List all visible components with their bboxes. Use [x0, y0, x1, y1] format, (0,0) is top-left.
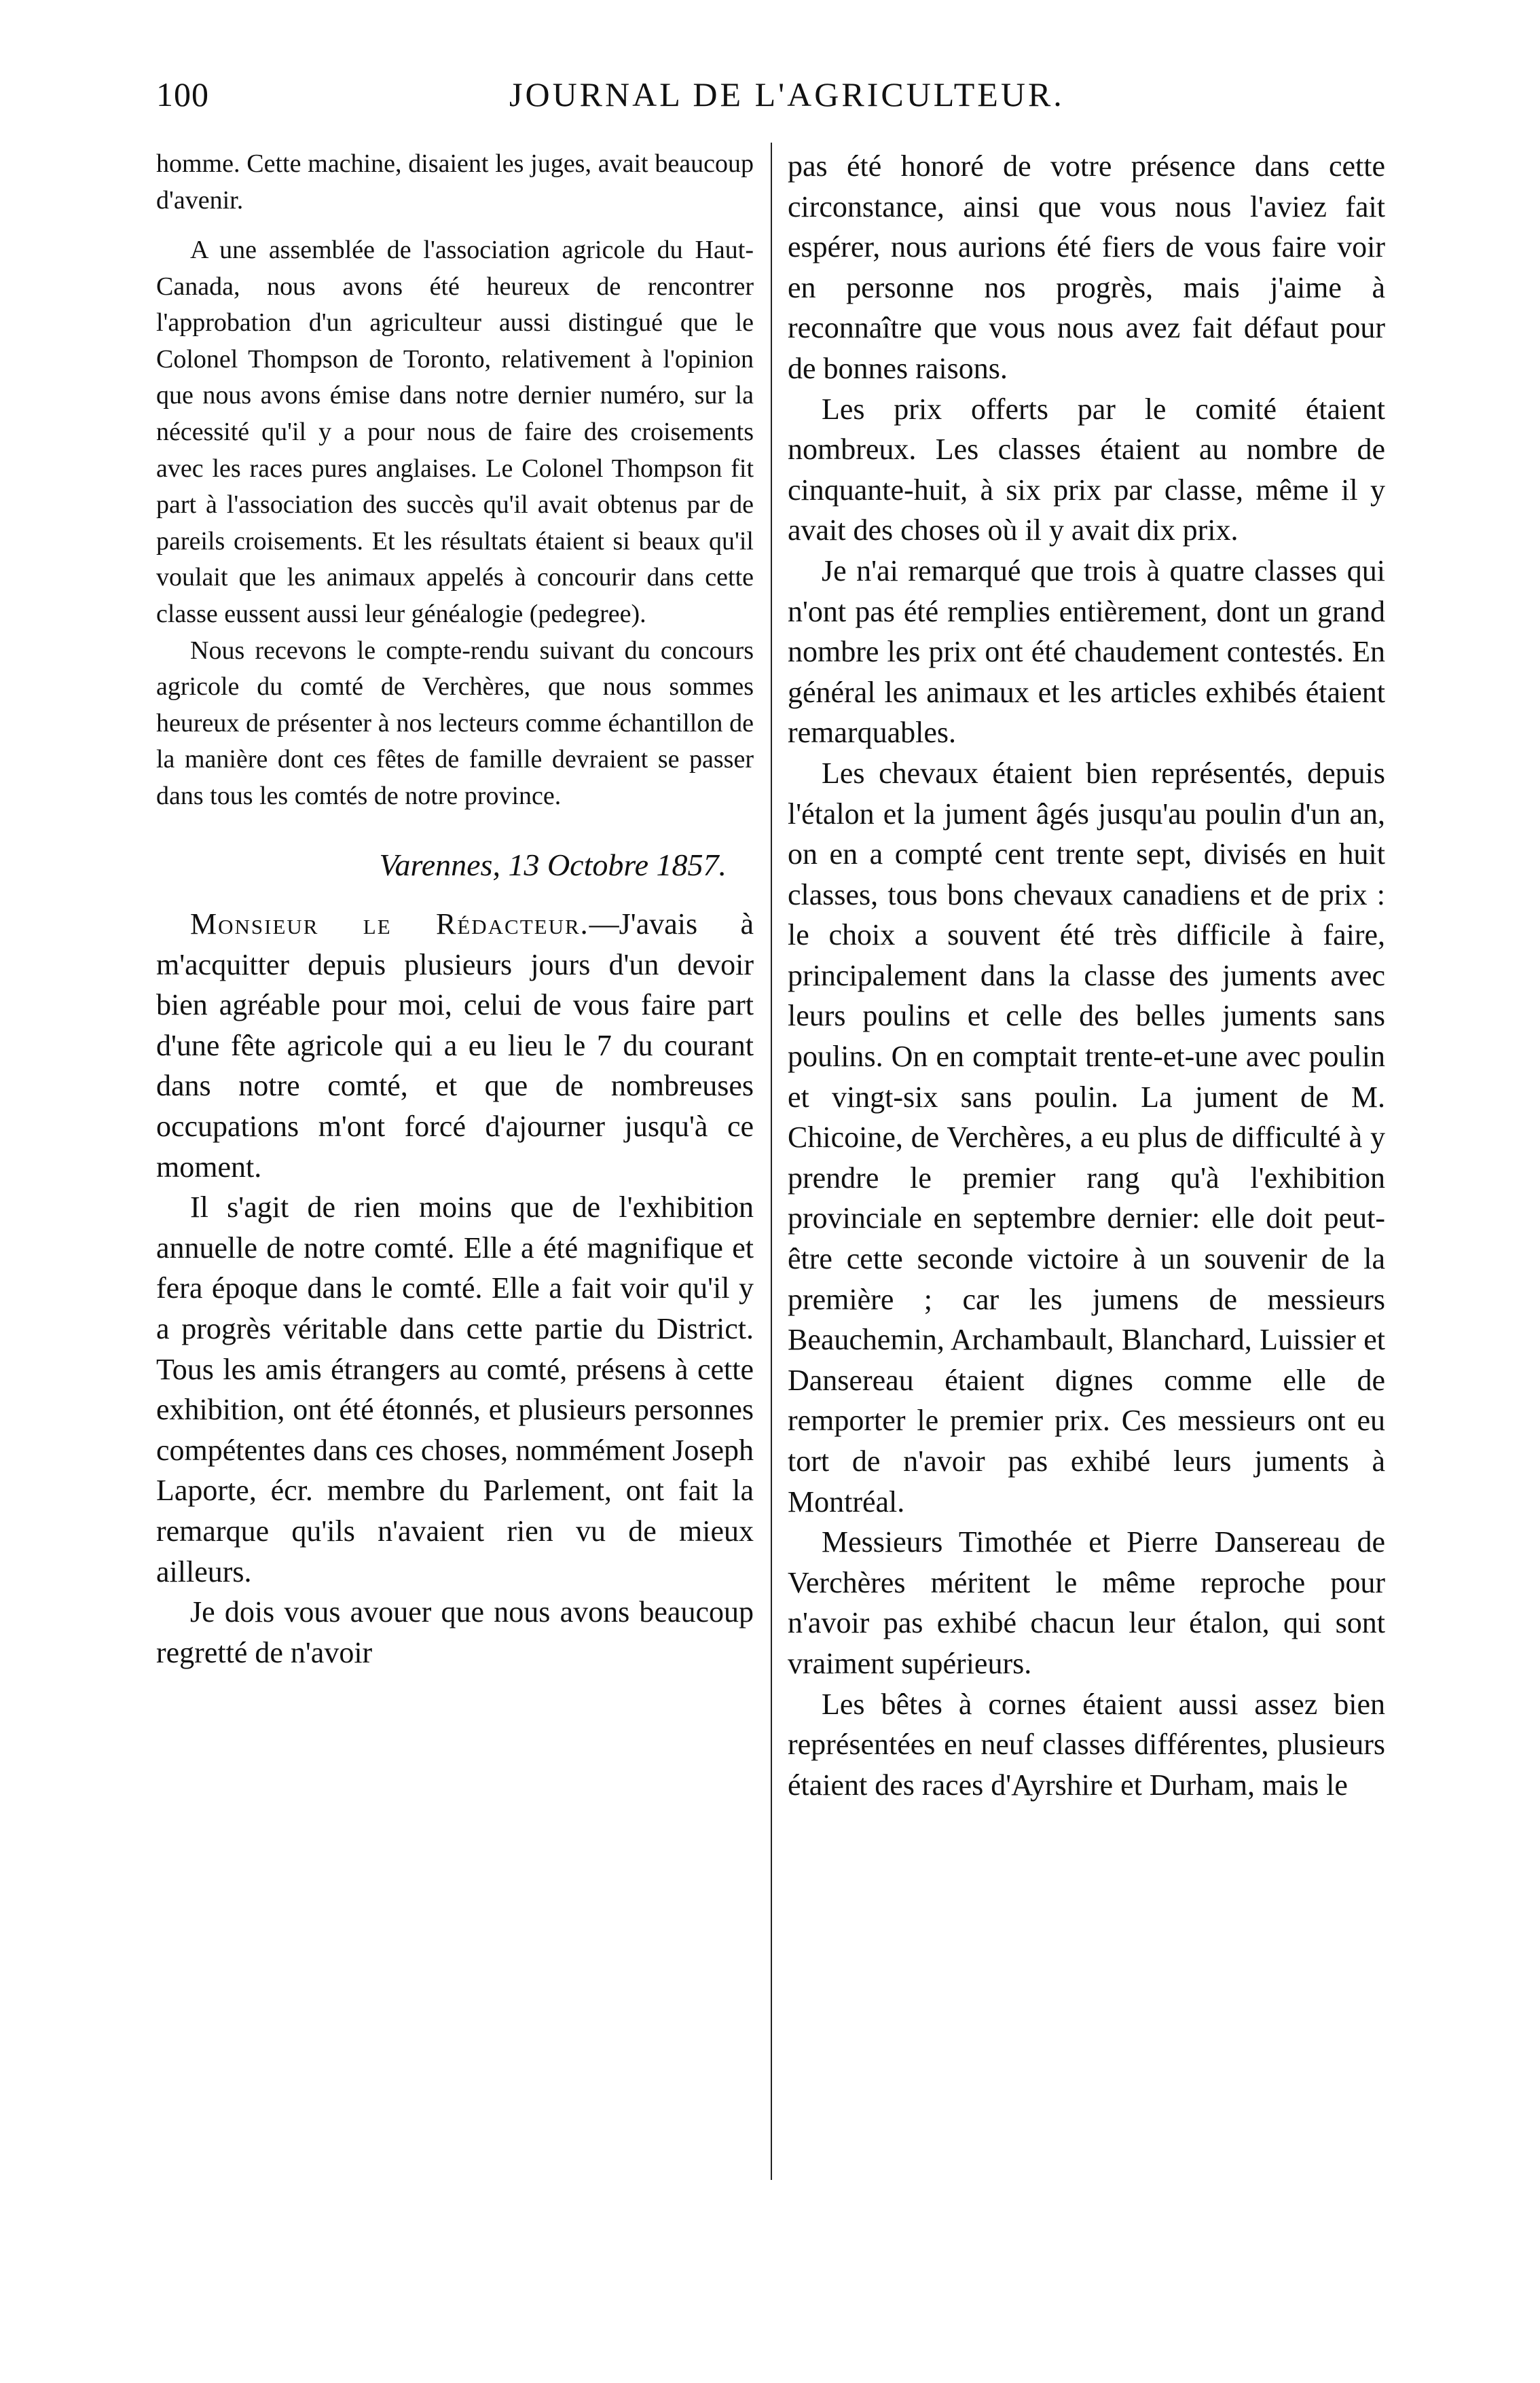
running-title: JOURNAL DE L'AGRICULTEUR. — [509, 75, 1065, 113]
paragraph: pas été honoré de votre présence dans cette circonstance, ainsi que vous nous l'aviez fait espérer, nous aurions été fiers de vous faire voir en personne nos progrès, mais j'aime à reconnaître que vous nous avez fait défaut pour de bonnes raisons. — [788, 149, 1385, 385]
paragraph: Je dois vous avouer que nous avons beaucoup regretté de n'avoir — [156, 1595, 754, 1669]
page-number: 100 — [156, 75, 209, 113]
paragraph: Je n'ai remarqué que trois à quatre classes qui n'ont pas été remplies entièrement, dont un grand nombre les prix ont été chaudement contestés. En général les animaux et les articles exhibés étaient remarquables. — [788, 553, 1385, 750]
dateline: Varennes, 13 Octobre 1857. — [379, 847, 727, 882]
paragraph: homme. Cette machine, disaient les juges, avait beaucoup d'avenir. — [156, 149, 754, 215]
paragraph: Les chevaux étaient bien représentés, depuis l'étalon et la jument âgés jusqu'au poulin d'un an, on en a compté cent trente sept, divisés en huit classes, tous bons chevaux canadiens et de prix : le choix a souvent été très difficile à faire, principalement dans la classe des juments avec leurs poulins et celle des belles juments sans poulins. On en comptait trente-et-une avec poulin et vingt-six sans poulin. La jument de M. Chicoine, de Verchères, a eu plus de difficulté à y prendre le premier rang qu'à l'exhibition provinciale en septembre dernier: elle doit peut-être cette seconde victoire à un souvenir de la première ; car les jumens de messieurs Beauchemin, Archambault, Blanchard, Luissier et Dansereau étaient dignes comme elle de remporter le premier prix. Ces messieurs ont eu tort de n'avoir pas exhibé leurs juments à Montréal. — [788, 756, 1385, 1518]
right-column — [788, 146, 1385, 1805]
paragraph: Les prix offerts par le comité étaient nombreux. Les classes étaient au nombre de cinquante-huit, à six prix par classe, même il y avait des choses où il y avait dix prix. — [788, 392, 1385, 547]
paragraph: Les bêtes à cornes étaient aussi assez bien représentées en neuf classes différentes, plusieurs étaient des races d'Ayrshire et Durham, mais le — [788, 1687, 1385, 1802]
page-header — [156, 75, 1406, 129]
salutation: Monsieur le Rédacteur. — [190, 907, 589, 941]
paragraph: A une assemblée de l'association agricole du Haut-Canada, nous avons été heureux de rencontrer l'approbation d'un agriculteur aussi distingué que le Colonel Thompson de Toronto, relativement à l'opinion que nous avons émise dans notre dernier numéro, sur la nécessité qu'il y a pour nous de faire des croisements avec les races pures anglaises. Le Colonel Thompson fit part à l'association des succès qu'il avait obtenus par de pareils croisements. Et les résultats étaient si beaux qu'il voulait que les animaux appelés à concourir dans cette classe eussent aussi leur généalogie (pedegree). — [156, 236, 754, 628]
left-column — [156, 146, 754, 1673]
paragraph: Messieurs Timothée et Pierre Dansereau de Verchères méritent le même reproche pour n'avoir pas exhibé chacun leur étalon, qui sont vraiment supérieurs. — [788, 1525, 1385, 1680]
column-divider — [771, 143, 772, 2180]
paragraph: Il s'agit de rien moins que de l'exhibition annuelle de notre comté. Elle a été magnifique et fera époque dans le comté. Elle a fait voir qu'il y a progrès véritable dans cette partie du District. Tous les amis étrangers au comté, présens à cette exhibition, ont été étonnés, et plusieurs personnes compétentes dans ces choses, nommément Joseph Laporte, écr. membre du Parlement, ont fait la remarque qu'ils n'avaient rien vu de mieux ailleurs. — [156, 1190, 754, 1588]
paragraph: Nous recevons le compte-rendu suivant du concours agricole du comté de Verchères, que nous sommes heureux de présenter à nos lecteurs comme échantillon de la manière dont ces fêtes de famille devraient se passer dans tous les comtés de notre province. — [156, 636, 754, 810]
paragraph-text: —J'avais à m'acquitter depuis plusieurs jours d'un devoir bien agréable pour moi, celui de vous faire part d'une fête agricole qui a eu lieu le 7 du courant dans notre comté, et que de nombreuses occupations m'ont forcé d'ajourner jusqu'à ce moment. — [156, 907, 754, 1184]
paragraph — [156, 904, 754, 1187]
